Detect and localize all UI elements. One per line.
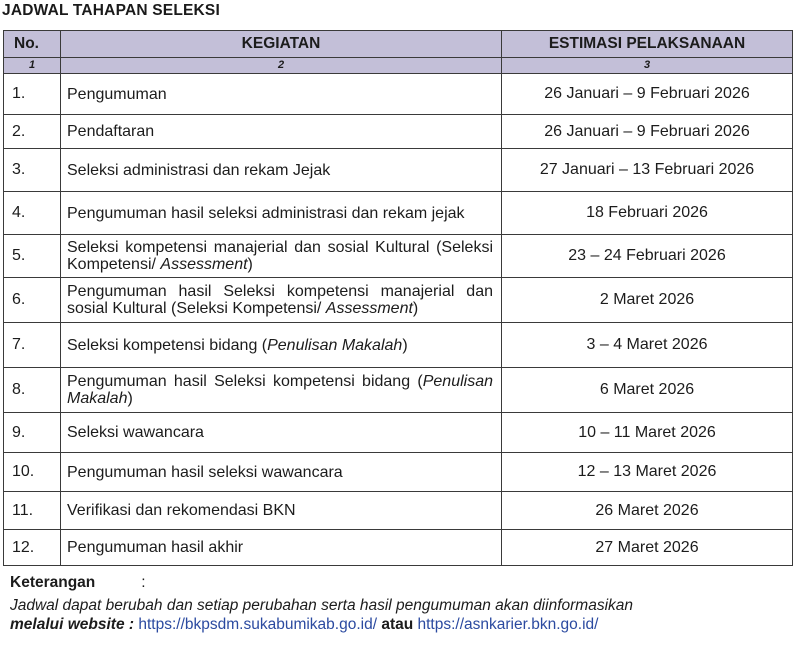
- table-row: [4, 323, 793, 368]
- row-estimasi: 3 – 4 Maret 2026: [502, 323, 793, 368]
- kegiatan-text: Verifikasi dan rekomendasi BKN: [67, 502, 296, 519]
- row-number: 11.: [4, 492, 61, 530]
- table-row: [4, 235, 793, 278]
- row-number: 2.: [4, 115, 61, 149]
- row-kegiatan: [61, 413, 502, 453]
- row-estimasi: 26 Maret 2026: [502, 492, 793, 530]
- row-number: 12.: [4, 530, 61, 566]
- kegiatan-text: Pengumuman hasil Seleksi kompetensi bidang (: [67, 373, 423, 390]
- table-row: [4, 149, 793, 192]
- kegiatan-text: Pengumuman hasil seleksi administrasi dan rekam jejak: [67, 204, 465, 222]
- row-number: 3.: [4, 149, 61, 192]
- header-no: No.: [4, 31, 61, 58]
- column-number-3: 3: [502, 58, 793, 74]
- row-estimasi: 6 Maret 2026: [502, 368, 793, 413]
- kegiatan-tail-text: ): [402, 336, 408, 354]
- kegiatan-text: Pengumuman hasil Seleksi kompetensi manajerial dan sosial Kultural (Seleksi Kompetensi/: [67, 283, 493, 317]
- row-number: 8.: [4, 368, 61, 413]
- row-estimasi: 12 – 13 Maret 2026: [502, 453, 793, 492]
- notes-website-label: melalui website :: [10, 616, 139, 633]
- row-estimasi: 27 Januari – 13 Februari 2026: [502, 149, 793, 192]
- row-number: 9.: [4, 413, 61, 453]
- kegiatan-tail-text: ): [247, 256, 253, 273]
- row-kegiatan: [61, 74, 502, 115]
- notes-line-1: Jadwal dapat berubah dan setiap perubahan serta hasil pengumuman akan diinformasikan: [10, 597, 633, 614]
- table-row: [4, 413, 793, 453]
- kegiatan-italic-text: Penulisan Makalah: [267, 336, 403, 354]
- kegiatan-italic-text: Assessment: [160, 256, 248, 273]
- kegiatan-text: Pendaftaran: [67, 123, 155, 140]
- row-kegiatan: [61, 149, 502, 192]
- notes-line-2: [10, 615, 633, 634]
- kegiatan-text: Pengumuman: [67, 85, 167, 103]
- schedule-table: [3, 30, 793, 566]
- table-row: [4, 453, 793, 492]
- notes-colon: :: [141, 574, 146, 591]
- notes-conjunction: atau: [377, 616, 418, 633]
- row-estimasi: 26 Januari – 9 Februari 2026: [502, 115, 793, 149]
- row-kegiatan: [61, 368, 502, 413]
- kegiatan-tail-text: ): [127, 390, 133, 407]
- row-kegiatan: [61, 115, 502, 149]
- row-kegiatan: [61, 235, 502, 278]
- column-number-1: 1: [4, 58, 61, 74]
- row-kegiatan: [61, 453, 502, 492]
- table-row: [4, 278, 793, 323]
- kegiatan-text: Pengumuman hasil akhir: [67, 539, 244, 556]
- table-row: [4, 530, 793, 566]
- row-kegiatan: [61, 530, 502, 566]
- row-estimasi: 27 Maret 2026: [502, 530, 793, 566]
- kegiatan-italic-text: Assessment: [325, 300, 413, 317]
- notes-section: [10, 574, 633, 634]
- row-estimasi: 23 – 24 Februari 2026: [502, 235, 793, 278]
- table-row: [4, 368, 793, 413]
- row-number: 4.: [4, 192, 61, 235]
- table-row: [4, 115, 793, 149]
- row-estimasi: 18 Februari 2026: [502, 192, 793, 235]
- row-number: 6.: [4, 278, 61, 323]
- kegiatan-italic-text: Penulisan Makalah: [67, 373, 493, 407]
- column-number-2: 2: [61, 58, 502, 74]
- table-row: [4, 192, 793, 235]
- kegiatan-text: Pengumuman hasil seleksi wawancara: [67, 463, 343, 481]
- header-estimasi: ESTIMASI PELAKSANAAN: [502, 31, 793, 58]
- table-row: [4, 74, 793, 115]
- row-estimasi: 2 Maret 2026: [502, 278, 793, 323]
- row-estimasi: 26 Januari – 9 Februari 2026: [502, 74, 793, 115]
- row-estimasi: 10 – 11 Maret 2026: [502, 413, 793, 453]
- row-kegiatan: [61, 192, 502, 235]
- kegiatan-text: Seleksi administrasi dan rekam Jejak: [67, 161, 331, 179]
- link-bkpsdm[interactable]: https://bkpsdm.sukabumikab.go.id/: [138, 616, 378, 633]
- page-title: JADWAL TAHAPAN SELEKSI: [2, 2, 220, 19]
- link-asnkarier[interactable]: https://asnkarier.bkn.go.id/: [417, 616, 599, 633]
- row-kegiatan: [61, 323, 502, 368]
- row-number: 7.: [4, 323, 61, 368]
- header-kegiatan: KEGIATAN: [61, 31, 502, 58]
- column-number-row: [4, 58, 793, 74]
- kegiatan-text: Seleksi wawancara: [67, 424, 204, 441]
- kegiatan-text: Seleksi kompetensi manajerial dan sosial Kultural (Seleksi Kompetensi/: [67, 239, 493, 273]
- kegiatan-tail-text: ): [412, 300, 419, 317]
- row-number: 10.: [4, 453, 61, 492]
- table-row: [4, 492, 793, 530]
- table-header-row: [4, 31, 793, 58]
- row-number: 1.: [4, 74, 61, 115]
- row-number: 5.: [4, 235, 61, 278]
- row-kegiatan: [61, 278, 502, 323]
- kegiatan-text: Seleksi kompetensi bidang (: [67, 336, 268, 354]
- notes-label: Keterangan: [10, 574, 96, 591]
- row-kegiatan: [61, 492, 502, 530]
